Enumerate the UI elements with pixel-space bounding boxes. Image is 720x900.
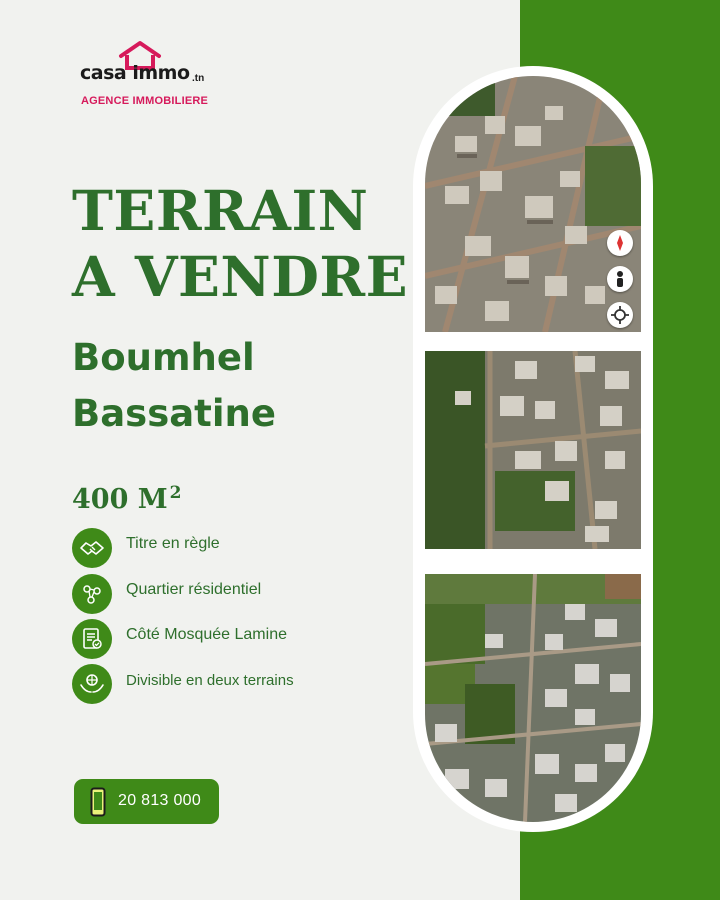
aerial-image-1	[425, 76, 641, 332]
pegman-icon[interactable]	[607, 266, 633, 292]
page-title	[72, 178, 408, 310]
feature-label: Divisible en deux terrains	[126, 672, 294, 689]
phone-contact[interactable]	[74, 779, 219, 824]
phone-number[interactable]: 20 813 000	[118, 792, 202, 809]
phone-icon	[90, 787, 106, 817]
aerial-photo-3	[425, 574, 641, 822]
area-value: 400 M	[72, 484, 168, 515]
area-exponent: 2	[169, 483, 182, 503]
people-network-icon	[72, 574, 112, 614]
aerial-photo-2	[425, 351, 641, 549]
location-line-1: Boumhel	[72, 336, 255, 379]
logo-wordmark: casa immo	[80, 62, 190, 84]
casa-immo-logo	[80, 40, 220, 110]
compass-icon[interactable]	[607, 230, 633, 256]
feature-item	[72, 619, 372, 659]
area-size	[72, 483, 182, 515]
feature-item	[72, 574, 372, 614]
feature-label: Titre en règle	[126, 535, 220, 552]
hands-ball-icon	[72, 664, 112, 704]
feature-item	[72, 664, 372, 704]
logo-tld: .tn	[192, 73, 205, 84]
handshake-icon	[72, 528, 112, 568]
title-line-2: A VENDRE	[72, 244, 409, 309]
location-line-2: Bassatine	[72, 392, 276, 435]
feature-item	[72, 528, 372, 568]
location-title	[72, 330, 276, 442]
feature-label: Quartier résidentiel	[126, 581, 262, 598]
aerial-image-2	[425, 351, 641, 549]
aerial-photo-1	[425, 76, 641, 332]
aerial-image-3	[425, 574, 641, 822]
document-check-icon	[72, 619, 112, 659]
location-target-icon[interactable]	[607, 302, 633, 328]
title-line-1: TERRAIN	[72, 178, 369, 243]
logo-tagline: AGENCE IMMOBILIERE	[81, 95, 209, 107]
feature-label: Côté Mosquée Lamine	[126, 626, 287, 643]
photo-gallery	[413, 66, 653, 832]
